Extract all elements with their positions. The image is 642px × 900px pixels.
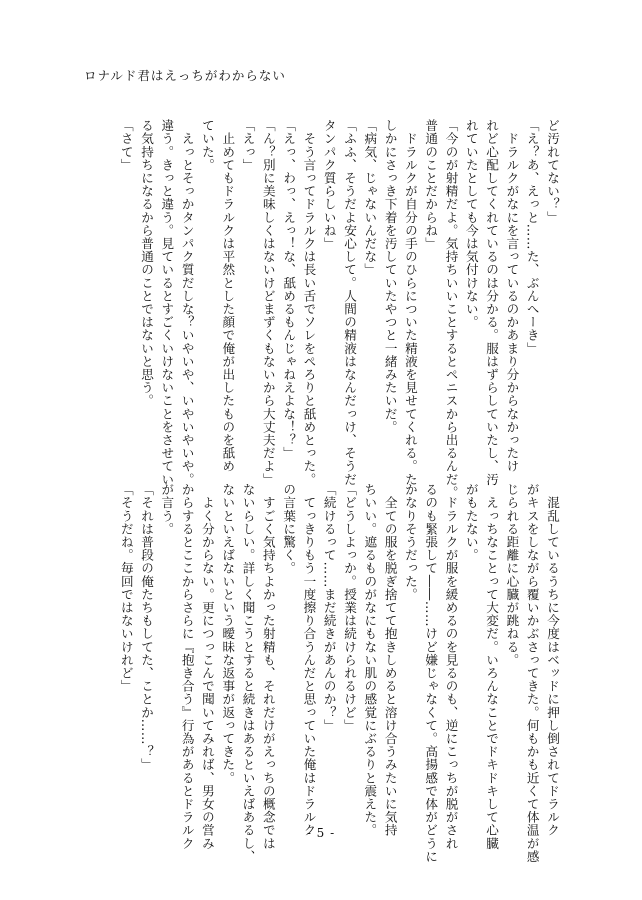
text-line: えっちなことって大変だ。いろんなことでドキドキして心臓 xyxy=(484,483,500,850)
text-line: 「どうしよっか。授業は続けられるけど」 xyxy=(342,483,358,732)
text-line: 「そうだね。毎回ではないけれど」 xyxy=(118,483,134,693)
text-line: が言う。 xyxy=(159,483,175,536)
text-line: ドラルクが自分の手のひらについた精液を見せてくれる。た xyxy=(402,119,418,486)
text-block-upper xyxy=(118,119,562,499)
text-line: 違う。きっと違う。見ているとすごくいけないことをさせてい xyxy=(159,119,175,486)
text-line: 「え？あ、えっと……た、ぶんへーき」 xyxy=(524,119,540,355)
text-line: 「ん？別に美味しくはないけどまずくもないから大丈夫だよ」 xyxy=(260,119,276,486)
text-line: ちいい。遮るものがなにもない肌の感覚にぶるりと震えた。 xyxy=(362,483,378,837)
text-line: からするとここからさらに『抱き合う』行為があるとドラルク xyxy=(179,483,195,850)
text-line: ドラルクがなにを言っているのかあまり分からなかったけ xyxy=(504,119,520,473)
text-line: 「病気、じゃないんだな」 xyxy=(362,119,378,277)
text-line: 普通のことだからね」 xyxy=(423,119,439,250)
page-number: - 5 - xyxy=(306,826,336,840)
text-line: 「さて」 xyxy=(118,119,134,172)
text-line: てっきりもう一度擦り合うんだと思っていた俺はドラルク xyxy=(301,483,317,837)
text-line: しかにさっき下着を汚していたやつと一緒みたいだ。 xyxy=(382,119,398,434)
text-line: ドラルクが服を緩めるのを見るのも、逆にこっちが脱がされ xyxy=(443,483,459,850)
running-head: ロナルド君はえっちがわからない xyxy=(84,68,286,83)
text-line: 「今のが射精だよ。気持ちいいことするとペニスから出るんだ。 xyxy=(443,119,459,499)
text-line: よく分からない。更につっこんで聞いてみれば、男女の営み xyxy=(199,483,215,850)
text-line: 「えっ」 xyxy=(240,119,256,172)
text-line: ど汚れてない？」 xyxy=(545,119,560,224)
text-line: 「続けるって……まだ続きがあんのか？」 xyxy=(321,483,337,732)
text-line: るのも緊張して――……けど嫌じゃなくて。高揚感で体がどうに xyxy=(423,483,439,863)
text-line: そう言ってドラルクは長い舌でソレをぺろりと舐めとった。 xyxy=(301,119,317,486)
text-line: 「ふふ、そうだよ安心して。人間の精液はなんだっけ、そうだ xyxy=(342,119,358,486)
text-line: 「えっ、わっ、えっ！な、舐めるもんじゃねえよな！？」 xyxy=(281,119,297,460)
text-line: 「それは普段の俺たちもしてた、ことか……？」 xyxy=(139,483,155,772)
text-line: れど心配してくれているのは分かる。服はずらしていたし、汚 xyxy=(484,119,500,486)
text-line: がキスをしながら覆いかぶさってきた。何もかも近くて体温が感 xyxy=(524,483,540,863)
text-line: 混乱しているうちに今度はベッドに押し倒されてドラルク xyxy=(545,483,560,837)
text-line: れていたとしても今は気付けない。 xyxy=(463,119,479,329)
text-line: ないらしい。詳しく聞こうとすると続きはあるといえばあるし、 xyxy=(240,483,256,863)
text-line: ていた。 xyxy=(199,119,215,172)
text-line: の言葉に驚く。 xyxy=(281,483,297,575)
text-line: タンパク質らしいね」 xyxy=(321,119,337,250)
text-line: かなりそうだった。 xyxy=(402,483,418,601)
text-line: ないといえばないという曖昧な返事が返ってきた。 xyxy=(220,483,236,785)
text-block-lower xyxy=(102,483,562,863)
text-line: じられる距離に心臓が跳ねる。 xyxy=(504,483,520,667)
text-line: えっとそっかタンパク質だしな？いやいや、いやいやいや。 xyxy=(179,119,195,486)
text-line: すごく気持ちよかった射精も、それだけがえっちの概念では xyxy=(260,483,276,850)
text-line: がもたない。 xyxy=(463,483,479,562)
text-line: 止めてもドラルクは平然とした顔で俺が出したものを舐め xyxy=(220,119,236,473)
text-line: 全ての服を脱ぎ捨てて抱きしめると溶け合うみたいに気持 xyxy=(382,483,398,837)
text-line: る気持ちになるから普通のことではないと思う。 xyxy=(139,119,155,408)
